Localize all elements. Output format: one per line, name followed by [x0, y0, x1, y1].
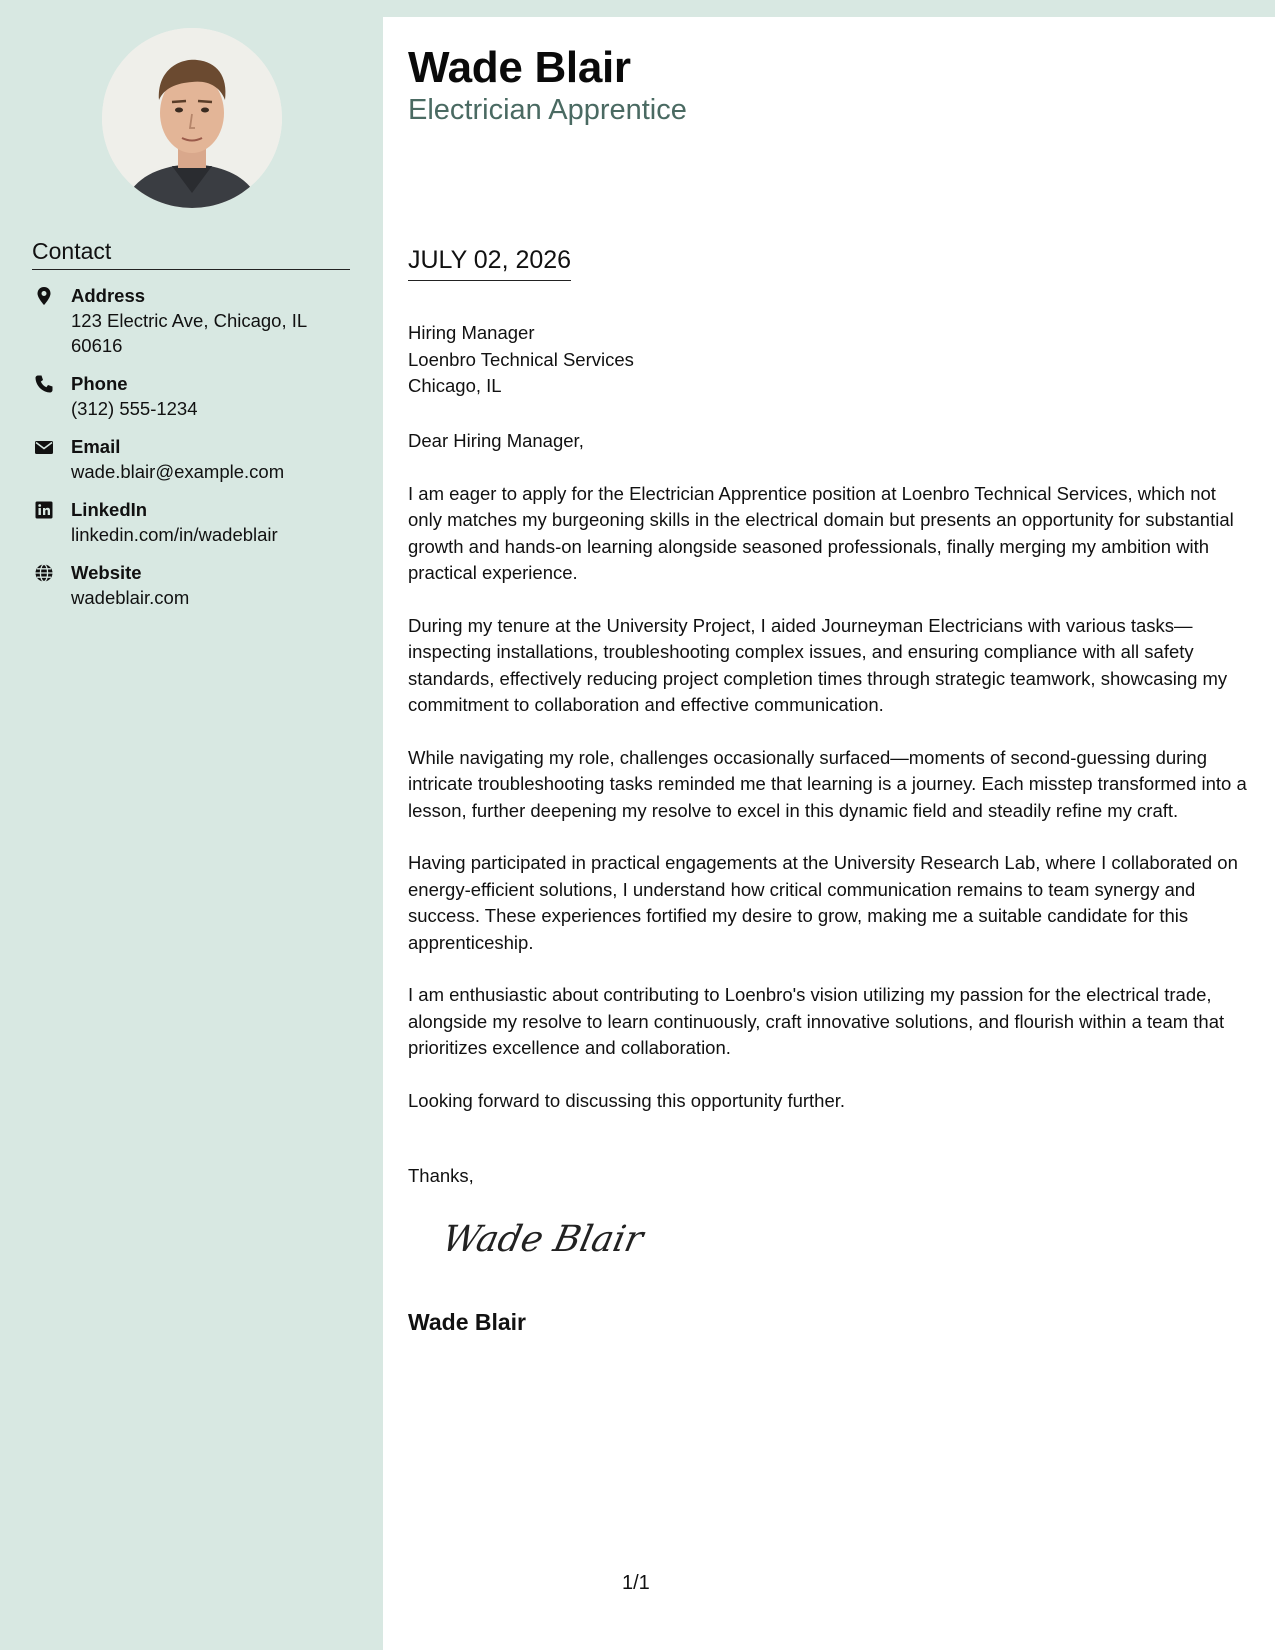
paragraph: I am enthusiastic about contributing to Loenbro's vision utilizing my passion for the electrical trade, alongside my resolve to learn continuously, craft innovative solutions, and flourish within a team that prioritizes excellence and collaboration.	[408, 984, 1225, 1058]
paragraph: While navigating my role, challenges occasionally surfaced—moments of second-guessing during intricate troubleshooting tasks reminded me that learning is a journey. Each misstep transformed into a lesson, further deepening my resolve to excel in this dynamic field and steadily refine my craft.	[408, 746, 1247, 821]
linkedin-icon	[34, 500, 54, 520]
recipient-block	[408, 320, 634, 400]
paragraph: During my tenure at the University Project, I aided Journeyman Electricians with various tasks—inspecting installations, troubleshooting complex issues, and ensuring compliance with all safety standards, effectively reducing project completion times through strategic teamwork, showcasing my commitment to collaboration and effective communication.	[408, 614, 1228, 715]
contact-list	[32, 284, 362, 624]
signer-name: Wade Blair	[408, 1309, 527, 1335]
linkedin-value[interactable]: linkedin.com/in/wadeblair	[71, 524, 278, 545]
signature-text: Wade Blair	[438, 1217, 648, 1260]
contact-heading: Contact	[32, 238, 350, 270]
phone-value[interactable]: (312) 555-1234	[71, 398, 198, 419]
letter-date: JULY 02, 2026	[408, 246, 571, 281]
recipient-line: Loenbro Technical Services	[408, 348, 634, 370]
paragraph: Looking forward to discussing this opportunity further.	[408, 1089, 846, 1111]
contact-item-phone	[32, 372, 362, 421]
contact-item-linkedin	[32, 498, 362, 547]
website-label: Website	[71, 562, 142, 583]
salutation: Dear Hiring Manager,	[408, 430, 584, 451]
paragraph: I am eager to apply for the Electrician Apprentice position at Loenbro Technical Services, which not only matches my burgeoning skills in the electrical domain but presents an opportunity for substantial growth and hands-on learning alongside seasoned professionals, finally merging my ambition with practical experience.	[408, 482, 1234, 583]
address-value-line1: 123 Electric Ave, Chicago, IL	[71, 310, 308, 331]
recipient-line: Chicago, IL	[408, 375, 502, 396]
email-value[interactable]: wade.blair@example.com	[71, 461, 285, 482]
handwritten-signature	[438, 1207, 648, 1271]
job-title: Electrician Apprentice	[408, 94, 687, 126]
paragraph: Having participated in practical engagements at the University Research Lab, where I collaborated on energy-efficient solutions, I understand how critical communication remains to team synergy and success. These experiences fortified my desire to grow, making me a suitable candidate for this apprenticeship.	[408, 852, 1238, 953]
website-value[interactable]: wadeblair.com	[71, 587, 190, 608]
page-number: 1/1	[622, 1572, 650, 1594]
email-label: Email	[71, 436, 121, 457]
contact-item-email	[32, 435, 362, 484]
contact-item-website	[32, 561, 362, 610]
address-value-line2: 60616	[71, 335, 123, 356]
address-label: Address	[71, 285, 146, 306]
applicant-name: Wade Blair	[408, 43, 631, 92]
letter-content	[408, 428, 1248, 1140]
map-pin-icon	[34, 286, 54, 306]
profile-photo	[102, 28, 282, 208]
contact-item-address	[32, 284, 362, 358]
globe-icon	[34, 563, 54, 583]
recipient-line: Hiring Manager	[408, 322, 535, 343]
envelope-icon	[34, 437, 54, 457]
phone-icon	[34, 374, 54, 394]
avatar	[102, 28, 282, 208]
letter-body	[383, 17, 1275, 1650]
linkedin-label: LinkedIn	[71, 499, 148, 520]
phone-label: Phone	[71, 373, 128, 394]
sidebar	[0, 0, 383, 1650]
closing: Thanks,	[408, 1165, 474, 1186]
